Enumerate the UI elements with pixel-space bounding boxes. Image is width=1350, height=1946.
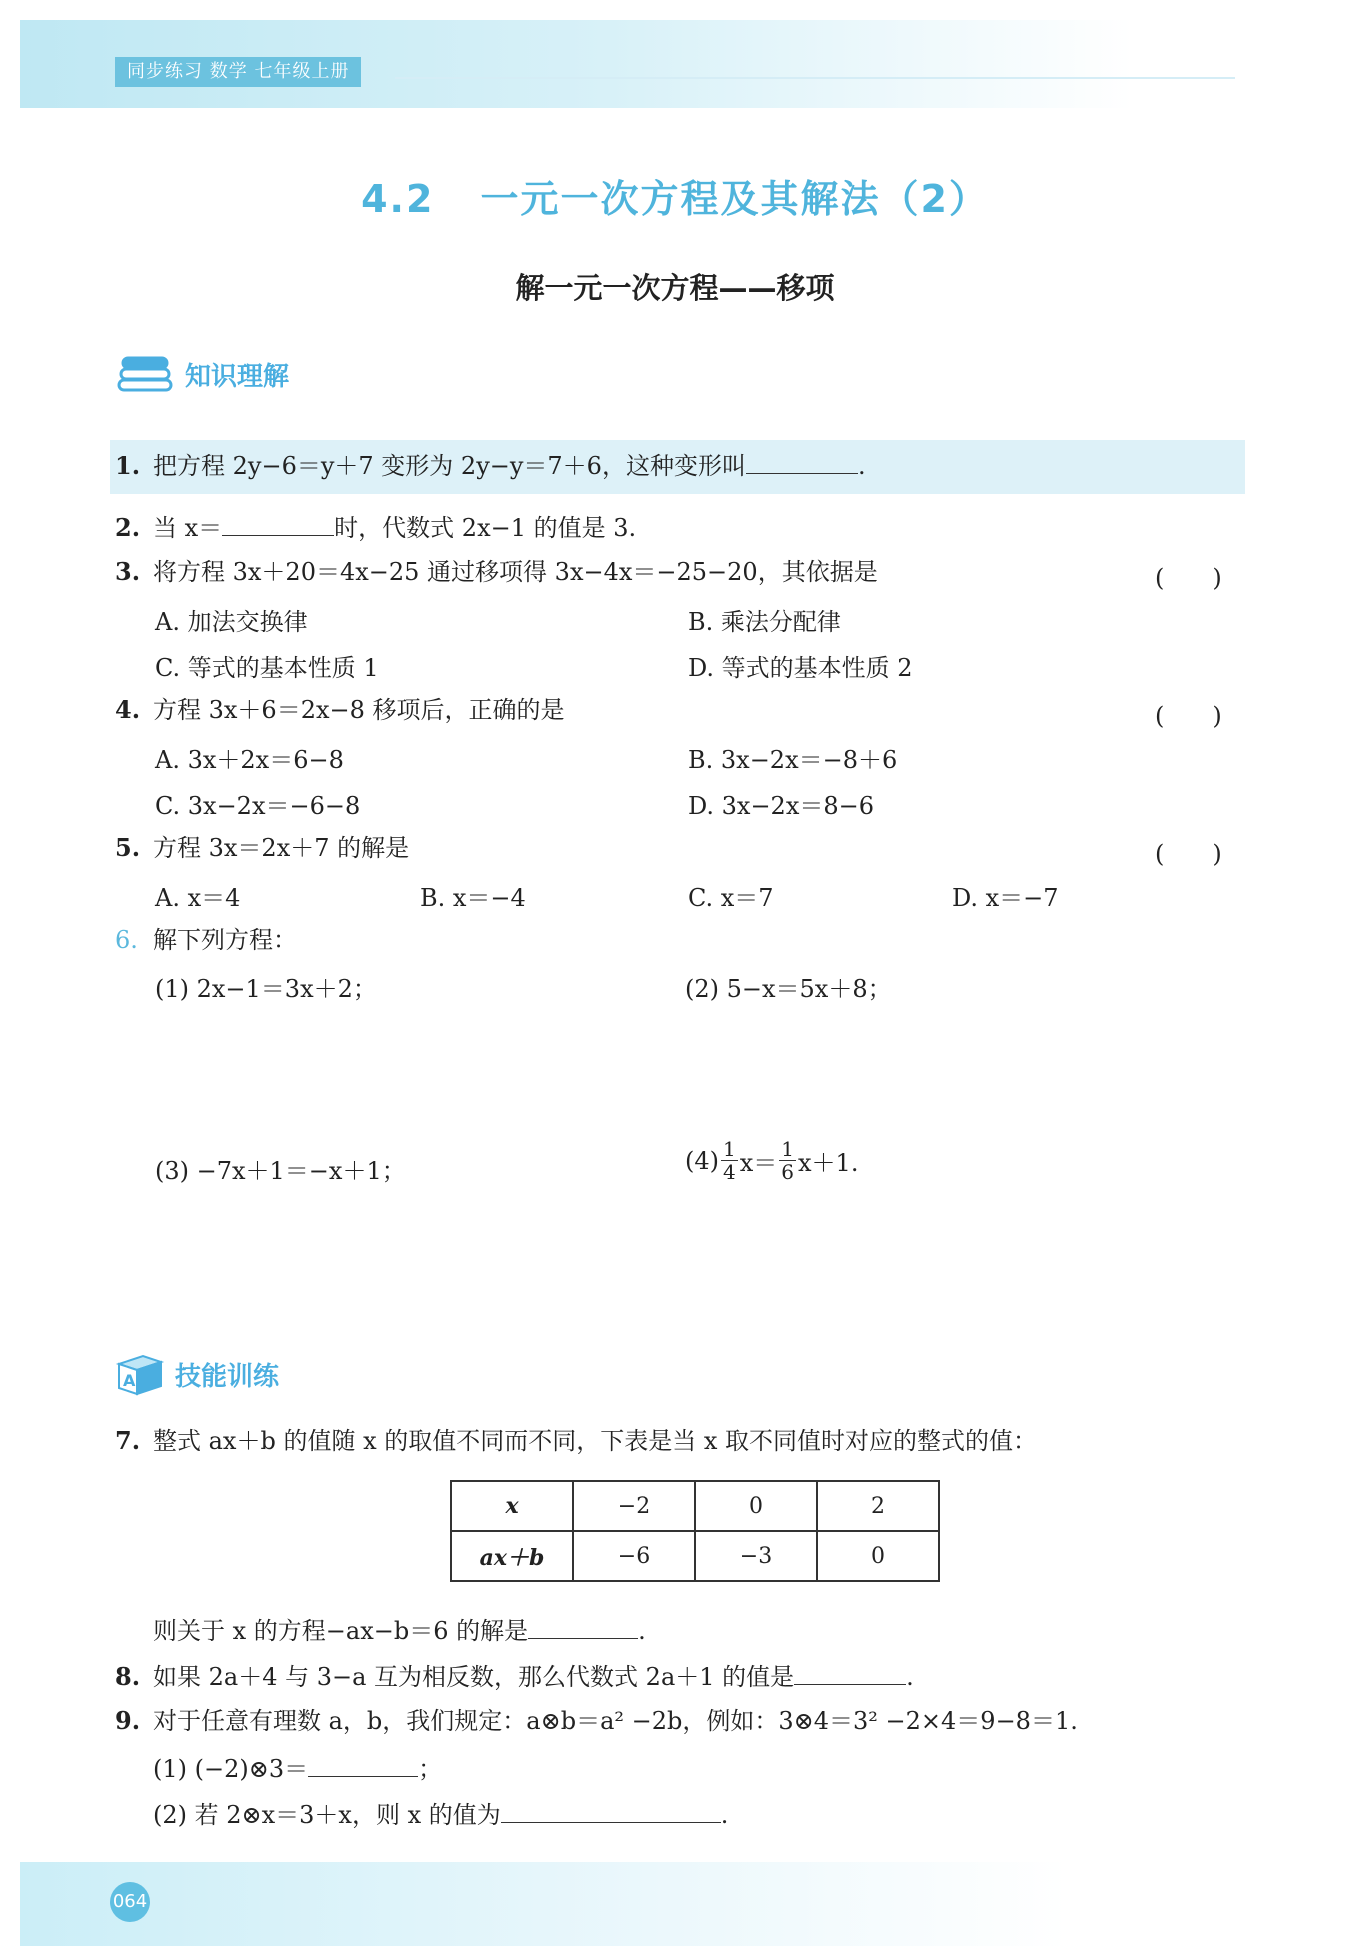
q9-part-2: (2) 若 2⊗x＝3＋x，则 x 的值为 . (153, 1796, 728, 1832)
answer-blank[interactable] (528, 1612, 638, 1639)
answer-blank[interactable] (794, 1658, 906, 1685)
q6-part-4: (4) $\frac{1}{4}$ x＝ $\frac{1}{6}$ x＋1. (685, 1137, 859, 1184)
table-cell: 0 (817, 1531, 939, 1581)
q5-answer-paren[interactable]: ( ) (1155, 840, 1222, 868)
q6-part-3: (3) −7x＋1＝−x＋1； (155, 1157, 406, 1185)
q4-option-a[interactable]: A. 3x＋2x＝6−8 (155, 746, 344, 774)
table-cell: x (451, 1481, 573, 1531)
table-cell: −6 (573, 1531, 695, 1581)
question-1: 1. 把方程 2y−6＝y＋7 变形为 2y−y＝7＋6，这种变形叫 . (115, 447, 866, 483)
q4-option-d[interactable]: D. 3x−2x＝8−6 (688, 792, 875, 820)
question-5: 5. 方程 3x＝2x＋7 的解是 (115, 833, 410, 862)
page-number: 064 (110, 1882, 150, 1922)
section-knowledge-label: 知识理解 (185, 361, 290, 392)
question-2: 2. 当 x＝ 时，代数式 2x−1 的值是 3. (115, 509, 636, 545)
section-skills-label: 技能训练 (175, 1361, 280, 1392)
table-cell: −3 (695, 1531, 817, 1581)
question-9: 9. 对于任意有理数 a，b，我们规定：a⊗b＝a² −2b，例如：3⊗4＝3² −2×4＝9−8＝1. (115, 1706, 1078, 1735)
q6-part-1: (1) 2x−1＝3x＋2； (155, 975, 377, 1003)
q4-answer-paren[interactable]: ( ) (1155, 702, 1222, 730)
svg-text:A: A (123, 1371, 136, 1390)
header-rule (395, 77, 1235, 79)
table-cell: 0 (695, 1481, 817, 1531)
table-cell: 2 (817, 1481, 939, 1531)
question-6: 6. 解下列方程： (115, 926, 297, 954)
q5-option-c[interactable]: C. x＝7 (688, 884, 774, 912)
q7-followup: 则关于 x 的方程−ax−b＝6 的解是 . (153, 1612, 646, 1648)
q4-option-c[interactable]: C. 3x−2x＝−6−8 (155, 792, 361, 820)
answer-blank[interactable] (501, 1796, 721, 1823)
fraction-one-sixth: $\frac{1}{6}$ (781, 1137, 795, 1184)
answer-blank[interactable] (222, 509, 334, 536)
q3-option-a[interactable]: A. 加法交换律 (155, 608, 308, 636)
books-icon (115, 352, 175, 396)
answer-blank[interactable] (308, 1750, 418, 1777)
fraction-one-quarter: $\frac{1}{4}$ (723, 1137, 736, 1184)
section-knowledge (115, 352, 289, 396)
book-tag: 同步练习 数学 七年级上册 (115, 57, 361, 87)
section-skills (115, 1350, 279, 1398)
letter-cube-icon (115, 1350, 165, 1398)
q3-option-b[interactable]: B. 乘法分配律 (688, 608, 841, 636)
page-title (0, 168, 1350, 223)
q5-option-d[interactable]: D. x＝−7 (952, 884, 1059, 912)
table-cell: −2 (573, 1481, 695, 1531)
q5-option-b[interactable]: B. x＝−4 (420, 884, 526, 912)
lesson-subtitle: 解一元一次方程——移项 (515, 271, 835, 305)
question-4: 4. 方程 3x＋6＝2x−8 移项后，正确的是 (115, 695, 565, 724)
footer-band (20, 1862, 1330, 1946)
answer-blank[interactable] (746, 447, 858, 474)
q3-option-c[interactable]: C. 等式的基本性质 1 (155, 654, 379, 682)
question-8: 8. 如果 2a＋4 与 3−a 互为相反数，那么代数式 2a＋1 的值是 . (115, 1658, 914, 1694)
question-7: 7. 整式 ax＋b 的值随 x 的取值不同而不同，下表是当 x 取不同值时对应的整式的值： (115, 1426, 1038, 1455)
q4-option-b[interactable]: B. 3x−2x＝−8＋6 (688, 746, 898, 774)
q9-part-1: (1) (−2)⊗3＝ ； (153, 1750, 442, 1786)
question-3: 3. 将方程 3x＋20＝4x−25 通过移项得 3x−4x＝−25−20，其依据是 (115, 557, 878, 586)
value-table (450, 1480, 940, 1582)
q5-option-a[interactable]: A. x＝4 (155, 884, 241, 912)
section-number: 4.2 (361, 177, 435, 221)
q3-option-d[interactable]: D. 等式的基本性质 2 (688, 654, 913, 682)
table-cell: ax＋b (451, 1531, 573, 1581)
section-title: 一元一次方程及其解法（2） (480, 177, 989, 221)
q6-part-2: (2) 5−x＝5x＋8； (685, 975, 892, 1003)
q3-answer-paren[interactable]: ( ) (1155, 564, 1222, 592)
